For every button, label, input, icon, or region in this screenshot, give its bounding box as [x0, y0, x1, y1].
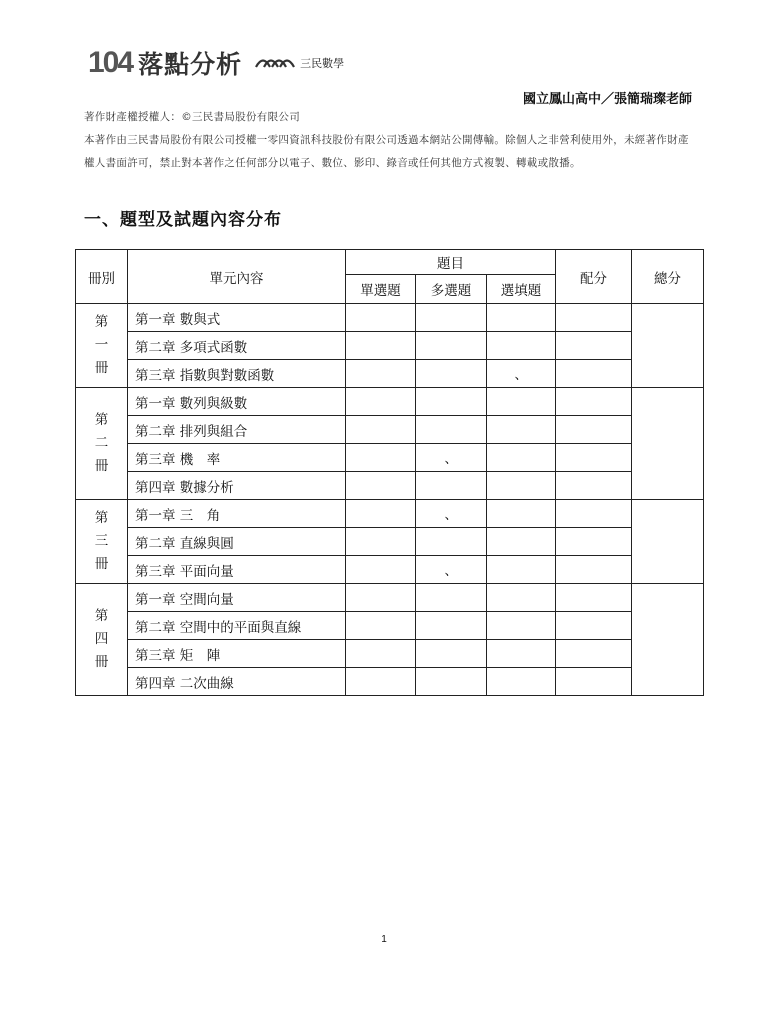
- cell-multi: [416, 668, 487, 696]
- cell-score: [556, 640, 632, 668]
- distribution-table: [75, 249, 704, 696]
- book-label-char: 第: [94, 412, 109, 428]
- cell-score: [556, 416, 632, 444]
- cell-multi: [416, 304, 487, 332]
- header-multiple-choice: 多選題: [416, 275, 487, 304]
- cell-total: [632, 388, 704, 500]
- cell-fill: [487, 388, 556, 416]
- chapter-name: 第一章 數與式: [128, 304, 346, 332]
- chapter-name: 第一章 數列與級數: [128, 388, 346, 416]
- book-label-char: 二: [94, 435, 109, 451]
- school-teacher: 國立鳳山高中／張簡瑞璨老師: [522, 92, 692, 107]
- cell-total: [632, 584, 704, 696]
- header-total: 總分: [632, 250, 704, 304]
- cell-fill: [487, 332, 556, 360]
- cell-single: [346, 304, 416, 332]
- book-label: [76, 584, 128, 696]
- cell-score: [556, 304, 632, 332]
- chapter-name: 第二章 空間中的平面與直線: [128, 612, 346, 640]
- book-label-char: 第: [94, 314, 109, 330]
- copyright-terms: 本著作由三民書局股份有限公司授權一零四資訊科技股份有限公司透過本網站公開傳輸。除個人之非營利使用外，未經著作財產權人書面許可，禁止對本著作之任何部分以電子、數位、影印、錄音或任何其他方式複製、轉載或散播。: [84, 134, 689, 169]
- book-label-char: 第: [94, 608, 109, 624]
- cell-score: [556, 668, 632, 696]
- table-row: [76, 612, 704, 640]
- cell-single: [346, 528, 416, 556]
- book-label-char: 冊: [94, 556, 109, 572]
- cell-total: [632, 500, 704, 584]
- copyright-notice: [84, 106, 690, 175]
- cell-fill: [487, 668, 556, 696]
- cell-multi: 、: [416, 444, 487, 472]
- cell-score: [556, 360, 632, 388]
- cell-multi: [416, 332, 487, 360]
- cell-fill: 、: [487, 360, 556, 388]
- cell-multi: [416, 528, 487, 556]
- table-row: [76, 472, 704, 500]
- table-row: [76, 556, 704, 584]
- cell-multi: [416, 472, 487, 500]
- cell-single: [346, 416, 416, 444]
- cell-score: [556, 556, 632, 584]
- header-single-choice: 單選題: [346, 275, 416, 304]
- cell-score: [556, 444, 632, 472]
- table-row: [76, 304, 704, 332]
- sanmin-wave-icon: [254, 53, 296, 73]
- section-title: 一、題型及試題內容分布: [84, 210, 282, 230]
- chapter-name: 第二章 排列與組合: [128, 416, 346, 444]
- cell-single: [346, 556, 416, 584]
- cell-score: [556, 472, 632, 500]
- cell-single: [346, 668, 416, 696]
- cell-multi: 、: [416, 556, 487, 584]
- book-label-char: 冊: [94, 458, 109, 474]
- cell-multi: [416, 612, 487, 640]
- header-score: 配分: [556, 250, 632, 304]
- cell-multi: [416, 360, 487, 388]
- cell-fill: [487, 640, 556, 668]
- book-label-char: 四: [94, 631, 109, 647]
- logo-104: [88, 46, 344, 80]
- cell-fill: [487, 304, 556, 332]
- cell-multi: [416, 388, 487, 416]
- chapter-name: 第三章 平面向量: [128, 556, 346, 584]
- cell-fill: [487, 612, 556, 640]
- cell-single: [346, 584, 416, 612]
- cell-score: [556, 612, 632, 640]
- book-label-char: 冊: [94, 654, 109, 670]
- brand-name: 三民數學: [300, 57, 345, 70]
- table-row: [76, 584, 704, 612]
- cell-fill: [487, 528, 556, 556]
- chapter-name: 第一章 三 角: [128, 500, 346, 528]
- table-row: [76, 444, 704, 472]
- chapter-name: 第三章 矩 陣: [128, 640, 346, 668]
- cell-multi: [416, 416, 487, 444]
- cell-single: [346, 360, 416, 388]
- header-questions: 題目: [346, 250, 556, 275]
- cell-single: [346, 612, 416, 640]
- cell-multi: 、: [416, 500, 487, 528]
- cell-fill: [487, 556, 556, 584]
- book-label: [76, 388, 128, 500]
- table-row: [76, 640, 704, 668]
- cell-score: [556, 332, 632, 360]
- chapter-name: 第二章 多項式函數: [128, 332, 346, 360]
- book-label-char: 冊: [94, 360, 109, 376]
- chapter-name: 第三章 機 率: [128, 444, 346, 472]
- table-row: [76, 528, 704, 556]
- chapter-name: 第四章 二次曲線: [128, 668, 346, 696]
- logo-number: 104: [88, 46, 133, 79]
- cell-single: [346, 640, 416, 668]
- table-row: [76, 360, 704, 388]
- book-label-char: 第: [94, 510, 109, 526]
- header-book: 冊別: [76, 250, 128, 304]
- chapter-name: 第二章 直線與圓: [128, 528, 346, 556]
- cell-total: [632, 304, 704, 388]
- cell-fill: [487, 500, 556, 528]
- table-row: [76, 416, 704, 444]
- cell-fill: [487, 444, 556, 472]
- table-row: [76, 388, 704, 416]
- cell-single: [346, 500, 416, 528]
- cell-single: [346, 388, 416, 416]
- cell-score: [556, 388, 632, 416]
- cell-single: [346, 332, 416, 360]
- page-number: 1: [381, 934, 387, 945]
- cell-single: [346, 444, 416, 472]
- cell-single: [346, 472, 416, 500]
- cell-fill: [487, 584, 556, 612]
- table-row: [76, 332, 704, 360]
- header-fill-in: 選填題: [487, 275, 556, 304]
- cell-score: [556, 528, 632, 556]
- chapter-name: 第三章 指數與對數函數: [128, 360, 346, 388]
- logo-title: 落點分析: [138, 50, 243, 79]
- table-row: [76, 668, 704, 696]
- table-row: [76, 500, 704, 528]
- cell-multi: [416, 640, 487, 668]
- book-label: [76, 304, 128, 388]
- cell-score: [556, 584, 632, 612]
- header-unit: 單元內容: [128, 250, 346, 304]
- chapter-name: 第四章 數據分析: [128, 472, 346, 500]
- copyright-owner: 著作財產權授權人：©三民書局股份有限公司: [84, 111, 300, 123]
- cell-fill: [487, 416, 556, 444]
- book-label: [76, 500, 128, 584]
- cell-fill: [487, 472, 556, 500]
- book-label-char: 一: [94, 337, 109, 353]
- chapter-name: 第一章 空間向量: [128, 584, 346, 612]
- cell-multi: [416, 584, 487, 612]
- cell-score: [556, 500, 632, 528]
- book-label-char: 三: [94, 533, 109, 549]
